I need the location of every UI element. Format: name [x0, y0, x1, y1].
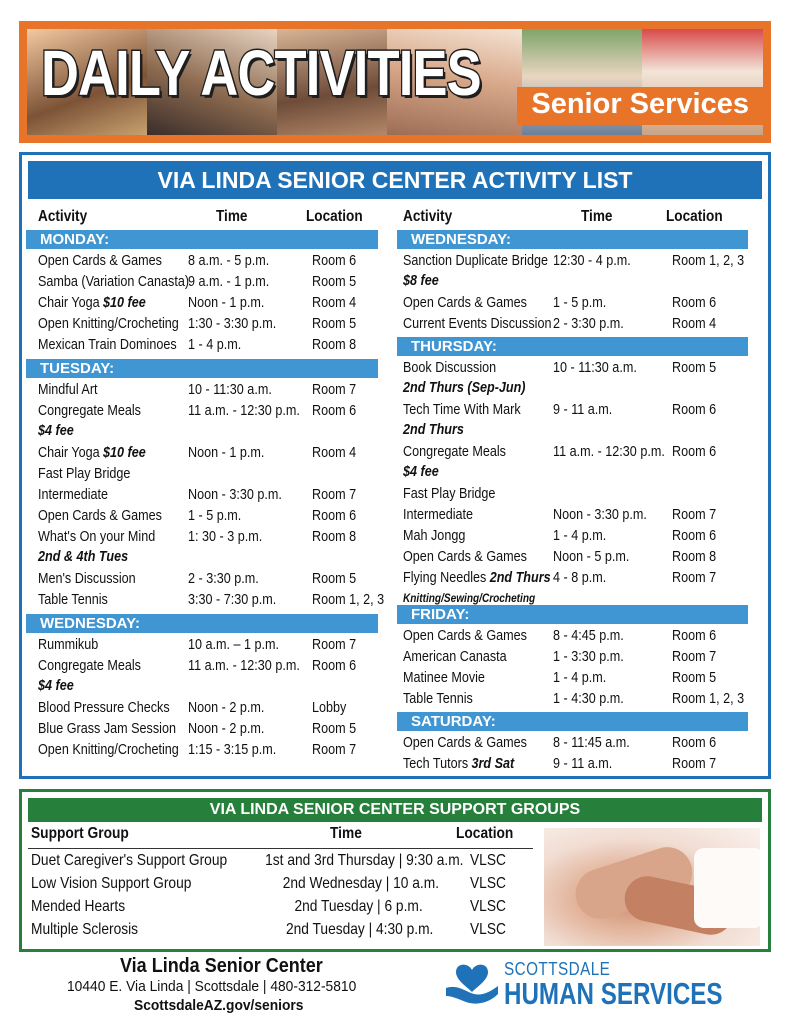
activity-name — [38, 719, 176, 739]
activity-fee: $10 fee — [103, 294, 146, 311]
activity-name — [38, 569, 136, 589]
activity-name-text: What's On your Mind — [38, 528, 156, 545]
activity-name — [403, 314, 551, 334]
activity-name — [38, 698, 170, 718]
activity-time: 8 - 4:45 p.m. — [553, 627, 624, 644]
activity-name-text: Flying Needles — [403, 569, 487, 586]
activity-time: 11 a.m. - 12:30 p.m. — [188, 402, 300, 419]
activity-name — [38, 251, 162, 271]
activity-time: 1 - 4 p.m. — [553, 527, 607, 544]
activity-time: 2 - 3:30 p.m. — [188, 570, 259, 587]
activity-name-text: Table Tennis — [38, 591, 108, 608]
activity-time: Noon - 2 p.m. — [188, 699, 265, 716]
support-group-name: Duet Caregiver's Support Group — [31, 852, 228, 869]
activity-name — [403, 626, 527, 646]
activity-location: Room 6 — [672, 401, 717, 418]
activity-note: $4 fee — [403, 463, 439, 480]
activity-time: Noon - 2 p.m. — [188, 720, 265, 737]
activity-name-text: Rummikub — [38, 636, 99, 653]
activity-location: Room 5 — [672, 359, 717, 376]
activity-name — [403, 251, 548, 271]
activity-time: 1 - 4 p.m. — [188, 336, 242, 353]
column-header-location: Location — [306, 208, 363, 225]
support-group-time: 2nd Wednesday | 10 a.m. — [282, 875, 439, 892]
activity-location: Room 4 — [672, 315, 717, 332]
activity-location: Room 5 — [672, 669, 717, 686]
activity-name-text: American Canasta — [403, 648, 507, 665]
column-header-activity: Activity — [403, 208, 453, 225]
activity-name — [38, 401, 141, 421]
activity-name-text: Sanction Duplicate Bridge — [403, 252, 548, 269]
activity-name-text: Mindful Art — [38, 381, 98, 398]
activity-name — [38, 464, 130, 484]
column-header-support-group: Support Group — [31, 825, 129, 842]
activity-note: $8 fee — [403, 272, 439, 289]
activity-name — [403, 547, 527, 567]
activity-time: 1:15 - 3:15 p.m. — [188, 741, 277, 758]
activity-location: Room 8 — [312, 336, 357, 353]
activity-name-text: Congregate Meals — [38, 657, 141, 674]
activity-name — [403, 293, 527, 313]
activity-name-text: Open Cards & Games — [403, 627, 527, 644]
photo-shape — [694, 848, 760, 928]
footer-address: 10440 E. Via Linda | Scottsdale | 480-312-5810 — [67, 978, 357, 995]
activity-name — [403, 733, 527, 753]
activity-name — [403, 358, 496, 378]
activity-fee: $10 fee — [103, 444, 146, 461]
activity-list-title: VIA LINDA SENIOR CENTER ACTIVITY LIST — [28, 161, 762, 199]
activity-time: 1:30 - 3:30 p.m. — [188, 315, 277, 332]
activity-time: 2 - 3:30 p.m. — [553, 315, 624, 332]
activity-name-text: Tech Time With Mark — [403, 401, 521, 418]
footer-center-name: Via Linda Senior Center — [120, 955, 323, 977]
column-header-time: Time — [330, 825, 362, 842]
support-group-name: Multiple Sclerosis — [31, 921, 139, 938]
activity-name — [403, 754, 514, 774]
activity-location: Room 4 — [312, 294, 357, 311]
activity-name-text: Chair Yoga — [38, 294, 100, 311]
activity-location: Room 7 — [312, 486, 357, 503]
activity-name-text: Matinee Movie — [403, 669, 485, 686]
activity-name — [403, 568, 551, 588]
activity-name-text: Current Events Discussion — [403, 315, 552, 332]
activity-name-text: Open Cards & Games — [403, 734, 527, 751]
support-group-time: 2nd Tuesday | 6 p.m. — [294, 898, 423, 915]
activity-location: Lobby — [312, 699, 347, 716]
activity-time: 8 - 11:45 a.m. — [553, 734, 630, 751]
activity-name — [38, 506, 162, 526]
activity-name-text: Samba (Variation Canasta) — [38, 273, 190, 290]
activity-name — [38, 443, 146, 463]
activity-name — [403, 505, 473, 525]
activity-name — [403, 526, 465, 546]
day-header-saturday: SATURDAY: — [397, 712, 748, 731]
activity-time: Noon - 3:30 p.m. — [188, 486, 282, 503]
activity-name — [38, 656, 141, 676]
activity-name-text: Open Knitting/Crocheting — [38, 741, 179, 758]
support-group-name: Low Vision Support Group — [31, 875, 192, 892]
activity-location: Room 6 — [312, 402, 357, 419]
activity-location: Room 7 — [672, 755, 717, 772]
activity-note: Knitting/Sewing/Crocheting — [403, 591, 536, 605]
activity-time: 12:30 - 4 p.m. — [553, 252, 631, 269]
logo-text-bottom: HUMAN SERVICES — [504, 976, 723, 1011]
activity-location: Room 6 — [672, 443, 717, 460]
activity-name — [38, 293, 146, 313]
activity-location: Room 5 — [312, 720, 357, 737]
activity-name-text: Intermediate — [38, 486, 109, 503]
activity-name-text: Blue Grass Jam Session — [38, 720, 176, 737]
activity-time: Noon - 3:30 p.m. — [553, 506, 647, 523]
support-groups-title: VIA LINDA SENIOR CENTER SUPPORT GROUPS — [28, 798, 762, 822]
activity-name-text: Open Knitting/Crocheting — [38, 315, 179, 332]
activity-time: 10 - 11:30 a.m. — [188, 381, 272, 398]
activity-name — [38, 527, 155, 547]
activity-location: Room 7 — [672, 569, 717, 586]
activity-time: 3:30 - 7:30 p.m. — [188, 591, 277, 608]
activity-location: Room 6 — [672, 734, 717, 751]
activity-name — [38, 485, 108, 505]
column-header-activity: Activity — [38, 208, 88, 225]
activity-location: Room 6 — [672, 627, 717, 644]
activity-name-text: Intermediate — [403, 506, 474, 523]
activity-name-text: Mah Jongg — [403, 527, 466, 544]
activity-time: 4 - 8 p.m. — [553, 569, 607, 586]
day-header-monday: MONDAY: — [26, 230, 378, 249]
support-group-location: VLSC — [470, 852, 506, 869]
activity-name-text: Book Discussion — [403, 359, 497, 376]
activity-name-text: Fast Play Bridge — [403, 485, 496, 502]
activity-time: 1 - 5 p.m. — [188, 507, 242, 524]
header-banner — [19, 21, 771, 143]
activity-name — [38, 380, 98, 400]
activity-location: Room 8 — [672, 548, 717, 565]
activity-fee: 2nd Thurs — [489, 569, 551, 586]
activity-name — [403, 668, 485, 688]
column-header-time: Time — [581, 208, 613, 225]
activity-location: Room 1, 2, 3 — [312, 591, 385, 608]
activity-time: 9 a.m. - 1 p.m. — [188, 273, 270, 290]
day-header-friday: FRIDAY: — [397, 605, 748, 624]
activity-location: Room 7 — [312, 381, 357, 398]
activity-name — [38, 635, 98, 655]
activity-time: 11 a.m. - 12:30 p.m. — [188, 657, 300, 674]
activity-location: Room 1, 2, 3 — [672, 252, 745, 269]
day-header-wednesday: WEDNESDAY: — [397, 230, 748, 249]
activity-location: Room 7 — [312, 636, 357, 653]
activity-location: Room 7 — [672, 648, 717, 665]
activity-time: Noon - 1 p.m. — [188, 444, 265, 461]
activity-name-text: Mexican Train Dominoes — [38, 336, 177, 353]
activity-name-text: Open Cards & Games — [38, 507, 162, 524]
activity-location: Room 6 — [672, 294, 717, 311]
activity-name — [38, 272, 189, 292]
activity-name-text: Congregate Meals — [403, 443, 506, 460]
activity-location: Room 6 — [312, 657, 357, 674]
header-divider — [28, 848, 533, 849]
activity-name — [403, 647, 507, 667]
activity-name — [38, 740, 179, 760]
activity-location: Room 6 — [312, 252, 357, 269]
column-header-location: Location — [456, 825, 514, 842]
activity-name-text: Open Cards & Games — [38, 252, 162, 269]
activity-fee: 3rd Sat — [471, 755, 515, 772]
holding-hands-photo — [544, 828, 760, 946]
activity-location: Room 5 — [312, 273, 357, 290]
hand-heart-icon — [444, 958, 500, 1008]
activity-name-text: Blood Pressure Checks — [38, 699, 170, 716]
activity-location: Room 5 — [312, 315, 357, 332]
activity-name-text: Chair Yoga — [38, 444, 100, 461]
activity-name-text: Fast Play Bridge — [38, 465, 131, 482]
activity-location: Room 6 — [672, 527, 717, 544]
activity-name-text: Table Tennis — [403, 690, 473, 707]
activity-name — [403, 442, 506, 462]
activity-note: $4 fee — [38, 422, 74, 439]
support-group-location: VLSC — [470, 875, 506, 892]
activity-name-text: Open Cards & Games — [403, 294, 527, 311]
footer-website-link[interactable]: ScottsdaleAZ.gov/seniors — [134, 997, 304, 1014]
activity-location: Room 7 — [672, 506, 717, 523]
logo-text-top: SCOTTSDALE — [504, 959, 611, 979]
activity-time: 10 a.m. – 1 p.m. — [188, 636, 280, 653]
activity-time: 1 - 4:30 p.m. — [553, 690, 624, 707]
activity-location: Room 4 — [312, 444, 357, 461]
activity-name — [403, 689, 473, 709]
activity-name — [38, 590, 108, 610]
activity-note: 2nd Thurs — [403, 421, 464, 438]
activity-name-text: Open Cards & Games — [403, 548, 527, 565]
column-header-time: Time — [216, 208, 248, 225]
column-header-location: Location — [666, 208, 723, 225]
activity-location: Room 6 — [312, 507, 357, 524]
scottsdale-human-services-logo — [444, 958, 744, 1010]
banner-title: DAILY ACTIVITIES — [41, 37, 481, 109]
activity-time: Noon - 5 p.m. — [553, 548, 630, 565]
activity-time: 10 - 11:30 a.m. — [553, 359, 637, 376]
activity-location: Room 1, 2, 3 — [672, 690, 745, 707]
activity-time: 1 - 3:30 p.m. — [553, 648, 624, 665]
support-group-location: VLSC — [470, 921, 506, 938]
activity-name-text: Men's Discussion — [38, 570, 136, 587]
activity-note: 2nd & 4th Tues — [38, 548, 129, 565]
activity-time: 9 - 11 a.m. — [553, 401, 613, 418]
day-header-tuesday: TUESDAY: — [26, 359, 378, 378]
activity-time: 1: 30 - 3 p.m. — [188, 528, 263, 545]
support-group-time: 2nd Tuesday | 4:30 p.m. — [286, 921, 434, 938]
banner-photo-collage — [27, 29, 763, 135]
activity-location: Room 8 — [312, 528, 357, 545]
activity-time: Noon - 1 p.m. — [188, 294, 265, 311]
banner-subtitle: Senior Services — [517, 87, 763, 125]
activity-time: 1 - 4 p.m. — [553, 669, 607, 686]
activity-name — [403, 400, 521, 420]
activity-name — [38, 335, 177, 355]
activity-note: 2nd Thurs (Sep-Jun) — [403, 379, 526, 396]
activity-time: 8 a.m. - 5 p.m. — [188, 252, 270, 269]
day-header-thursday: THURSDAY: — [397, 337, 748, 356]
support-group-name: Mended Hearts — [31, 898, 126, 915]
activity-time: 1 - 5 p.m. — [553, 294, 607, 311]
activity-note: $4 fee — [38, 677, 74, 694]
support-group-location: VLSC — [470, 898, 506, 915]
activity-time: 11 a.m. - 12:30 p.m. — [553, 443, 665, 460]
activity-location: Room 7 — [312, 741, 357, 758]
activity-name-text: Congregate Meals — [38, 402, 141, 419]
activity-location: Room 5 — [312, 570, 357, 587]
support-group-time: 1st and 3rd Thursday | 9:30 a.m. — [264, 852, 464, 869]
activity-time: 9 - 11 a.m. — [553, 755, 613, 772]
activity-name-text: Tech Tutors — [403, 755, 469, 772]
day-header-wednesday: WEDNESDAY: — [26, 614, 378, 633]
activity-name — [403, 484, 495, 504]
activity-name — [38, 314, 179, 334]
